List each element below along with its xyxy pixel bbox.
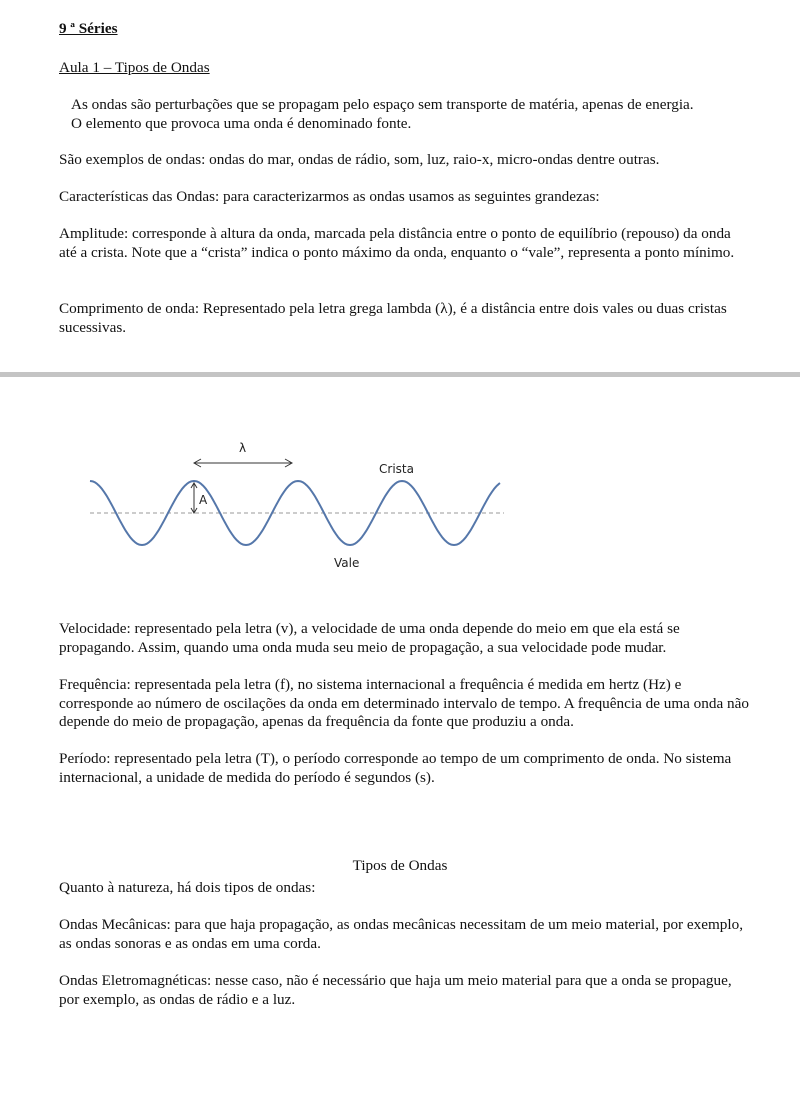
amplitude-label: A [199, 493, 208, 507]
electromagnetic-waves-paragraph: Ondas Eletromagnéticas: nesse caso, não é necessário que haja um meio material para que a onda se propague, por exemplo, as ondas de rádio e a luz. [59, 972, 732, 1008]
lesson-title: Aula 1 – Tipos de Ondas [59, 59, 210, 76]
nature-paragraph: Quanto à natureza, há dois tipos de ondas: [59, 879, 316, 896]
mechanical-waves-paragraph: Ondas Mecânicas: para que haja propagação, as ondas mecânicas necessitam de um meio material, por exemplo, as ondas sonoras e as ondas em uma corda. [59, 916, 744, 952]
wavelength-paragraph: Comprimento de onda: Representado pela letra grega lambda (λ), é a distância entre dois vales ou duas cristas sucessivas. [59, 300, 727, 336]
intro-line-2: O elemento que provoca uma onda é denominado fonte. [71, 114, 412, 132]
characteristics-paragraph: Características das Ondas: para caracterizarmos as ondas usamos as seguintes grandezas: [59, 188, 600, 205]
period-paragraph: Período: representado pela letra (T), o período corresponde ao tempo de um comprimento de onda. No sistema internacional, a unidade de medida do período é segundos (s). [59, 750, 732, 786]
wave-diagram [82, 433, 506, 583]
velocity-paragraph: Velocidade: representado pela letra (v), a velocidade de uma onda depende do meio em que ela está se propagando. Assim, quando uma onda muda seu meio de propagação, a sua velocidade pode mudar. [59, 620, 680, 656]
trough-label: Vale [334, 556, 360, 570]
series-heading: 9 ª Séries [59, 20, 118, 37]
frequency-paragraph: Frequência: representada pela letra (f), no sistema internacional a frequência é medida em hertz (Hz) e corresponde ao número de oscilações da onda em determinado intervalo de tempo. A frequência de uma onda não depende do meio de propagação, apenas da frequência da fonte que produziu a onda. [59, 676, 749, 730]
examples-paragraph: São exemplos de ondas: ondas do mar, ondas de rádio, som, luz, raio-x, micro-ondas dentre outras. [59, 151, 660, 168]
page-divider [0, 372, 800, 377]
crest-label: Crista [379, 462, 414, 476]
intro-line-1: As ondas são perturbações que se propagam pelo espaço sem transporte de matéria, apenas de energia. [71, 96, 694, 113]
lambda-label: λ [239, 441, 247, 455]
intro-paragraph [71, 96, 761, 133]
amplitude-paragraph: Amplitude: corresponde à altura da onda, marcada pela distância entre o ponto de equilíbrio (repouso) da onda até a crista. Note que a “crista” indica o ponto máximo da onda, enquanto o “vale”, representa a ponto mínimo. [59, 225, 735, 261]
wave-types-title: Tipos de Ondas [352, 857, 448, 875]
